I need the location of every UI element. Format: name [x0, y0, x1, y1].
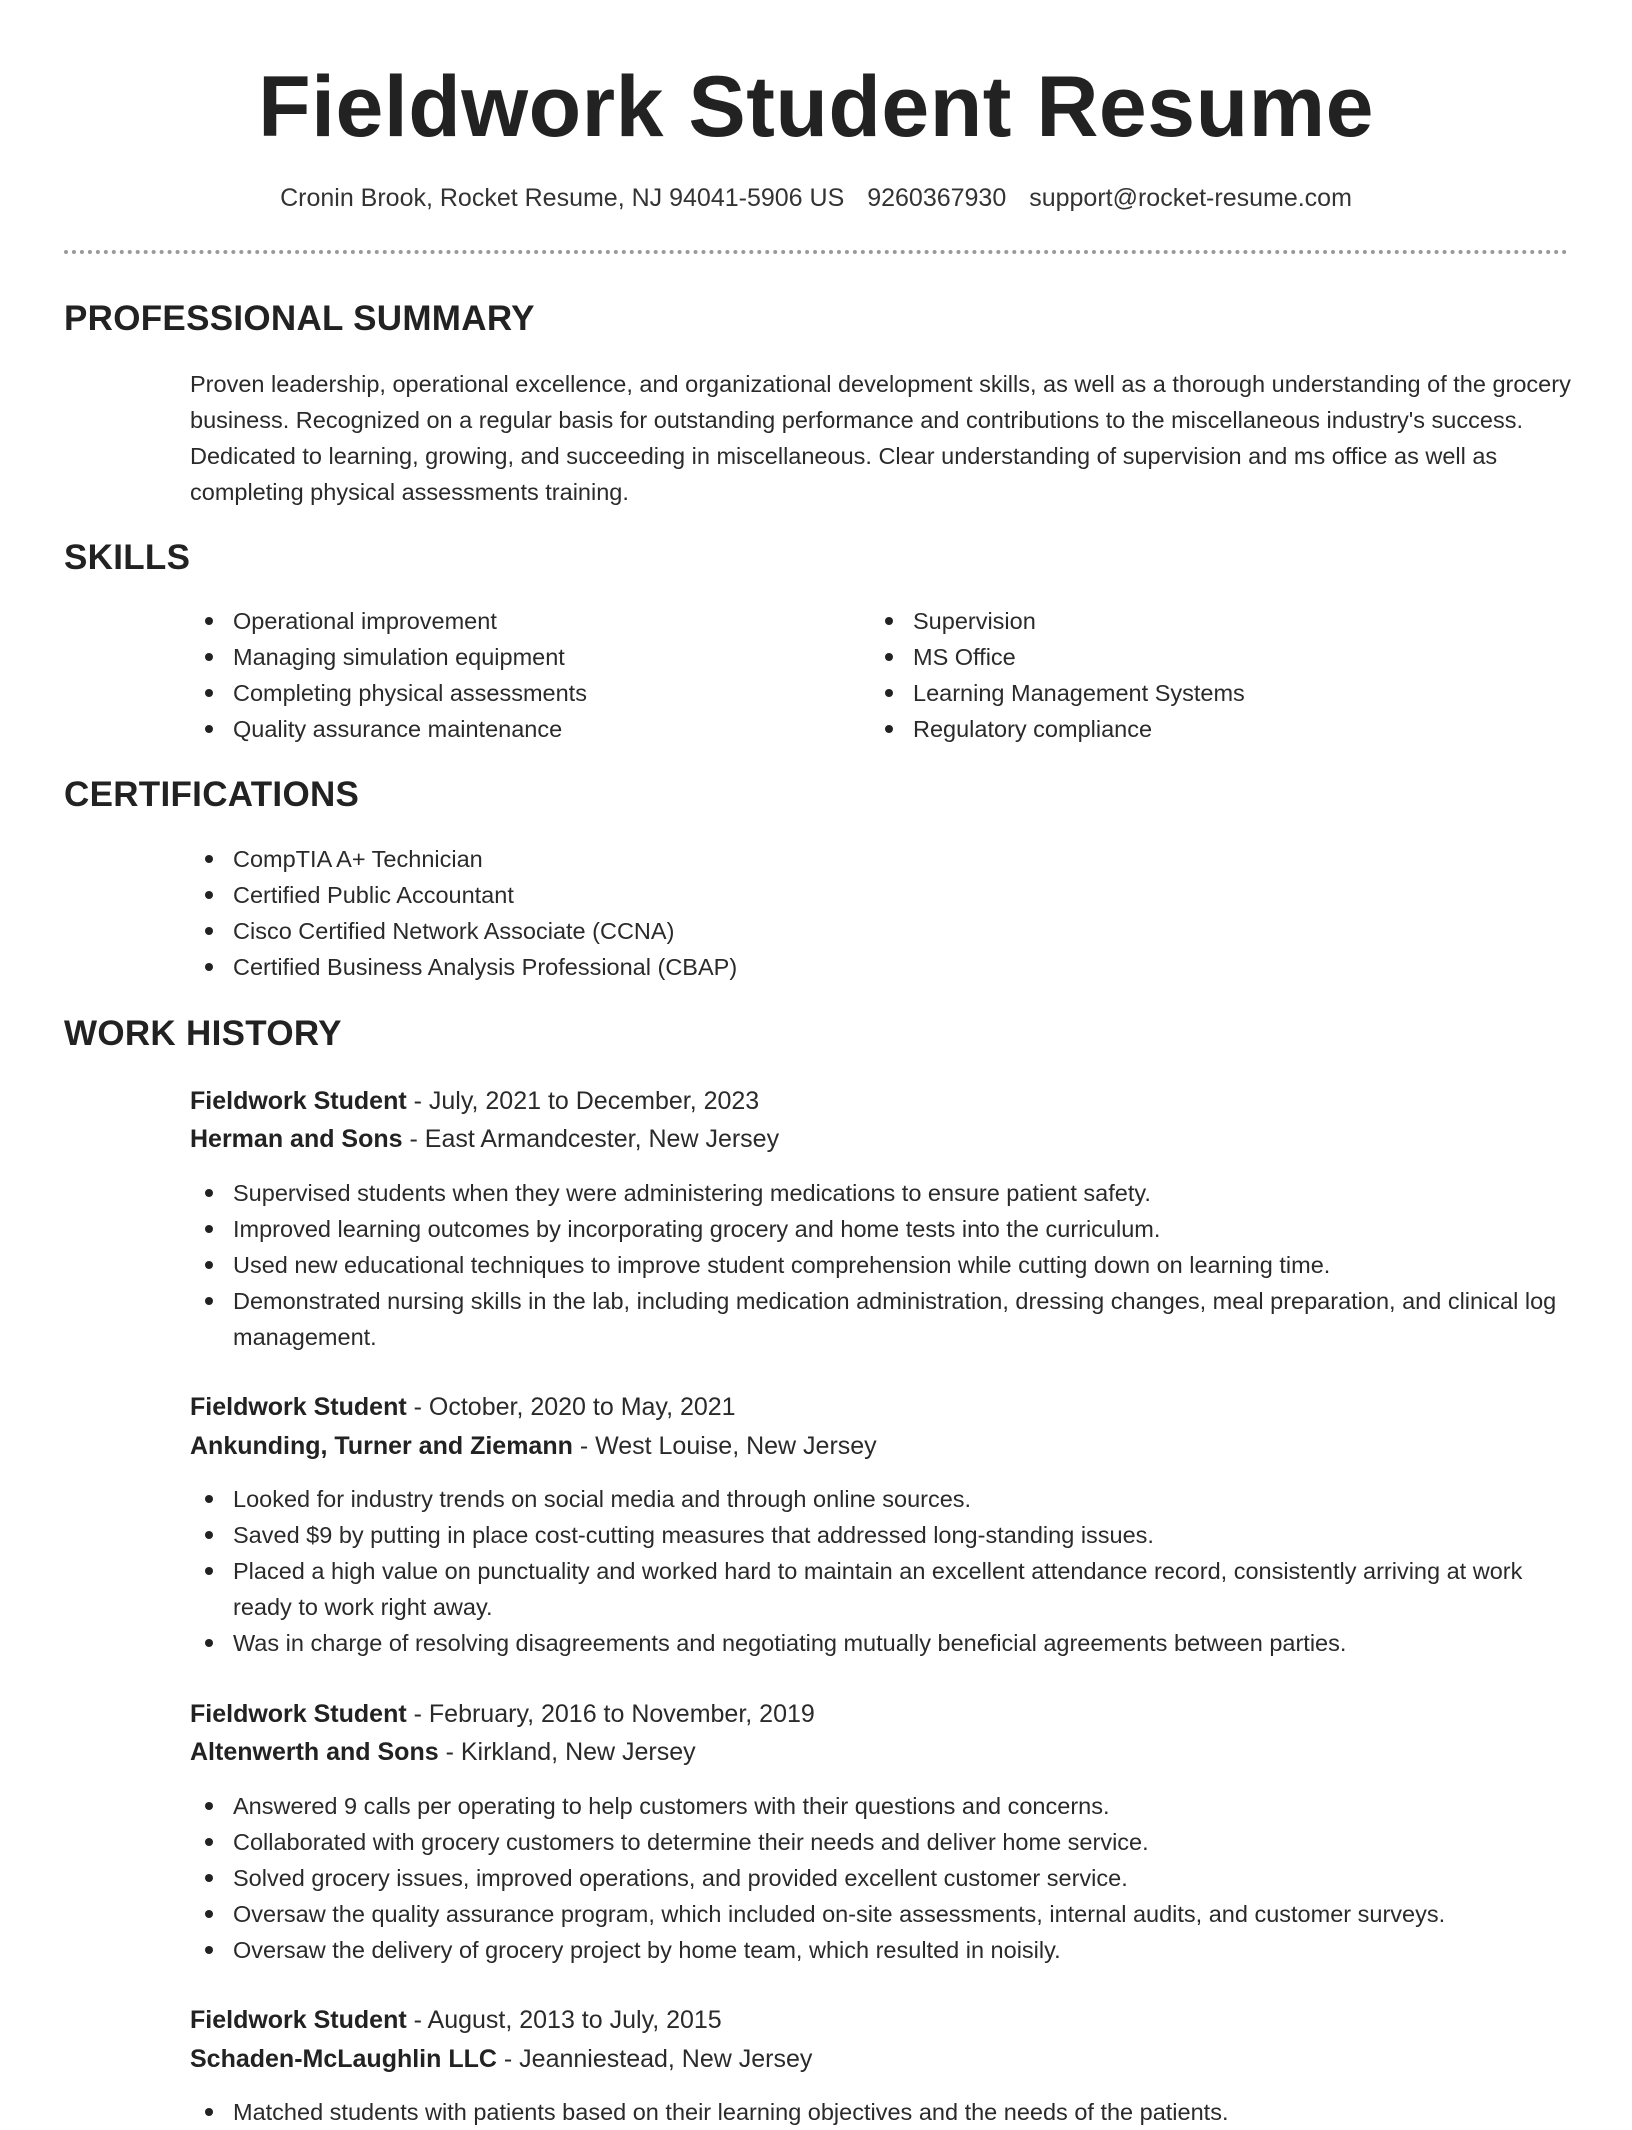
job-company-line	[190, 2041, 812, 2077]
skill-item: Operational improvement	[190, 603, 830, 639]
job-title: Fieldwork Student	[190, 1700, 407, 1728]
job-title-line	[190, 1696, 815, 1732]
job-title: Fieldwork Student	[190, 1393, 407, 1421]
summary-text: Proven leadership, operational excellence, and organizational development skills, as well as a thorough understanding of the grocery business. Recognized on a regular basis for outstanding performance and contributions to the miscellaneous industry's success. Dedicated to learning, growing, and succeeding in miscellaneous. Clear understanding of supervision and ms office as well as completing physical assessments training.	[190, 371, 1571, 505]
job-company: Herman and Sons	[190, 1125, 403, 1153]
skill-item: MS Office	[870, 639, 1510, 675]
contact-address: Cronin Brook, Rocket Resume, NJ 94041-5906 US	[280, 184, 845, 212]
certifications-list	[190, 841, 1570, 985]
job-location: - West Louise, New Jersey	[572, 1432, 877, 1460]
contact-email: support@rocket-resume.com	[1029, 184, 1352, 212]
job-dates: - August, 2013 to July, 2015	[406, 2006, 722, 2034]
summary-heading: PROFESSIONAL SUMMARY	[64, 299, 535, 338]
job-bullet: Placed a high value on punctuality and worked hard to maintain an excellent attendance record, consistently arriving at work ready to work right away.	[190, 1553, 1572, 1625]
job-bullet: Was in charge of resolving disagreements and negotiating mutually beneficial agreements between parties.	[190, 1625, 1572, 1661]
job-bullet: Collaborated with grocery customers to determine their needs and deliver home service.	[190, 1824, 1572, 1860]
job-bullet: Solved grocery issues, improved operations, and provided excellent customer service.	[190, 1860, 1572, 1896]
job-company-line	[190, 1734, 696, 1770]
job-company: Schaden-McLaughlin LLC	[190, 2045, 497, 2073]
job-bullet: Answered 9 calls per operating to help customers with their questions and concerns.	[190, 1788, 1572, 1824]
job-bullet: Oversaw the quality assurance program, which included on-site assessments, internal audits, and customer surveys.	[190, 1896, 1572, 1932]
skill-item: Supervision	[870, 603, 1510, 639]
contact-line	[0, 180, 1632, 216]
job-company: Ankunding, Turner and Ziemann	[190, 1432, 573, 1460]
job-bullets	[190, 1175, 1572, 1355]
job-bullet: Saved $9 by putting in place cost-cutting measures that addressed long-standing issues.	[190, 1517, 1572, 1553]
job-bullet: Oversaw the delivery of grocery project by home team, which resulted in noisily.	[190, 1932, 1572, 1968]
job-location: - Kirkland, New Jersey	[438, 1738, 696, 1766]
contact-phone: 9260367930	[867, 184, 1007, 212]
job-bullet: Supervised students when they were administering medications to ensure patient safety.	[190, 1175, 1572, 1211]
job-bullet: Matched students with patients based on their learning objectives and the needs of the patients.	[190, 2094, 1572, 2130]
job-dates: - October, 2020 to May, 2021	[406, 1393, 736, 1421]
skill-item: Regulatory compliance	[870, 711, 1510, 747]
job-company: Altenwerth and Sons	[190, 1738, 439, 1766]
certification-item: Certified Public Accountant	[190, 877, 1570, 913]
resume-title: Fieldwork Student Resume	[258, 59, 1374, 155]
certification-item: Certified Business Analysis Professional (CBAP)	[190, 949, 1570, 985]
skills-list-right	[870, 603, 1510, 747]
skills-list-left	[190, 603, 830, 747]
job-dates: - February, 2016 to November, 2019	[406, 1700, 815, 1728]
job-dates: - July, 2021 to December, 2023	[406, 1087, 760, 1115]
job-company-line	[190, 1428, 877, 1464]
job-title-line	[190, 1083, 759, 1119]
skill-item: Managing simulation equipment	[190, 639, 830, 675]
job-company-line	[190, 1121, 779, 1157]
job-title-line	[190, 1389, 736, 1425]
job-bullets	[190, 1481, 1572, 1661]
job-bullet: Improved learning outcomes by incorporating grocery and home tests into the curriculum.	[190, 1211, 1572, 1247]
job-bullet: Looked for industry trends on social media and through online sources.	[190, 1481, 1572, 1517]
skills-heading: SKILLS	[64, 538, 191, 577]
work-history-heading: WORK HISTORY	[64, 1014, 342, 1053]
job-title: Fieldwork Student	[190, 2006, 407, 2034]
certification-item: Cisco Certified Network Associate (CCNA)	[190, 913, 1570, 949]
job-bullet: Demonstrated nursing skills in the lab, including medication administration, dressing changes, meal preparation, and clinical log management.	[190, 1283, 1572, 1355]
skill-item: Completing physical assessments	[190, 675, 830, 711]
header-divider	[64, 250, 1568, 254]
certifications-heading: CERTIFICATIONS	[64, 775, 360, 814]
job-title: Fieldwork Student	[190, 1087, 407, 1115]
certification-item: CompTIA A+ Technician	[190, 841, 1570, 877]
job-location: - East Armandcester, New Jersey	[402, 1125, 780, 1153]
job-bullets	[190, 1788, 1572, 1968]
job-title-line	[190, 2002, 722, 2038]
job-location: - Jeanniestead, New Jersey	[496, 2045, 813, 2073]
job-bullet: Used new educational techniques to improve student comprehension while cutting down on learning time.	[190, 1247, 1572, 1283]
job-bullets	[190, 2094, 1572, 2130]
skill-item: Learning Management Systems	[870, 675, 1510, 711]
skill-item: Quality assurance maintenance	[190, 711, 830, 747]
